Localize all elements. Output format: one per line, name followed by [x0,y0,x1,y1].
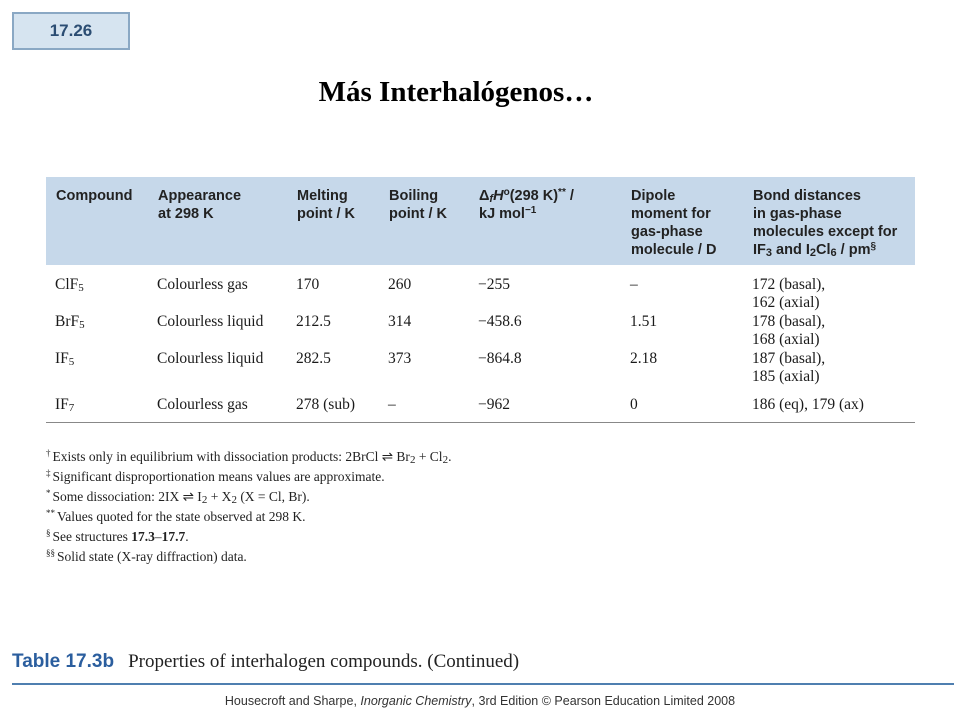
table-row [46,313,915,350]
table-row [46,387,915,423]
cell-melting-point: 212.5 [296,313,331,330]
table-header-row [46,177,915,265]
cell-melting-point: 278 (sub) [287,387,379,423]
interhalogen-properties-table [46,177,915,423]
cell-appearance: Colourless gas [148,387,287,423]
slide-title: Más Interhalógenos… [318,76,594,108]
cell-boiling-point: 373 [388,350,412,367]
cell-bond-distances: 186 (eq), 179 (ax) [743,387,915,423]
cell-melting-point: 282.5 [296,350,331,367]
header-bond-distances: Bond distances in gas-phase molecules except for $IF_3$ and $I_2Cl_6 / pm^\S$ [753,188,898,259]
cell-dipole: – [630,276,638,293]
cell-dipole: 1.51 [630,313,658,330]
cell-melting-point: 170 [296,276,320,293]
cell-appearance: Colourless liquid [157,350,264,367]
cell-bond-distances: 178 (basal), 168 (axial) [752,313,826,348]
footer-citation: Housecroft and Sharpe, Inorganic Chemistry, 3rd Edition © Pearson Education Limited 2008 [224,694,736,708]
table-footnotes [46,445,451,565]
cell-bond-distances: 172 (basal), 162 (axial) [752,276,826,311]
cell-compound: BrF$_5$ [55,313,85,331]
cell-compound: $IF_5$ [55,350,75,368]
footnote-double-dagger: ‡ Significant disproportionation means values are approximate. [46,468,385,484]
header-appearance: Appearance at 298 K [158,188,242,222]
table-row [46,350,915,387]
cell-dipole: 0 [621,387,743,423]
cell-enthalpy: −864.8 [478,350,522,367]
cell-boiling-point: 314 [388,313,412,330]
cell-appearance: Colourless gas [157,276,248,293]
cell-enthalpy: −255 [478,276,510,293]
cell-compound: $IF_7$ [46,387,148,423]
table-caption [12,651,519,673]
header-melting-point: Melting point / K [297,188,355,222]
table-row [46,265,915,313]
header-boiling-point: Boiling point / K [389,188,447,222]
cell-compound: ClF$_5$ [55,276,84,294]
footnote-section: § See structures 17.3–17.7. [46,528,189,544]
cell-appearance: Colourless liquid [157,313,264,330]
slide-number-badge: 17.26 [12,12,130,50]
header-dipole-moment: Dipole moment for gas-phase molecule / D [631,188,717,258]
header-enthalpy: $\Delta_fH^o(298$ K)** / kJ mol$^{-1}$ [479,187,574,222]
footnote-double-section: §§ Solid state (X-ray diffraction) data. [46,548,247,564]
cell-bond-distances: 187 (basal), 185 (axial) [752,350,826,385]
caption-label: Table 17.3b [12,651,115,672]
caption-text: Properties of interhalogen compounds. (Continued) [128,651,520,672]
cell-boiling-point: – [379,387,469,423]
cell-dipole: 2.18 [630,350,658,367]
footer-divider [12,683,954,685]
header-compound: Compound [56,188,133,204]
footnote-asterisk: * Some dissociation: 2IX ⇌ $I_2 + X_2$ (X = Cl, Br). [46,488,310,506]
cell-enthalpy: −962 [469,387,621,423]
footnote-dagger: † Exists only in equilibrium with dissociation products: 2BrCl ⇌ $Br_2 + Cl_2$. [46,448,452,466]
cell-boiling-point: 260 [388,276,412,293]
footnote-double-asterisk: ** Values quoted for the state observed at 298 K. [46,508,306,524]
cell-enthalpy: −458.6 [478,313,522,330]
